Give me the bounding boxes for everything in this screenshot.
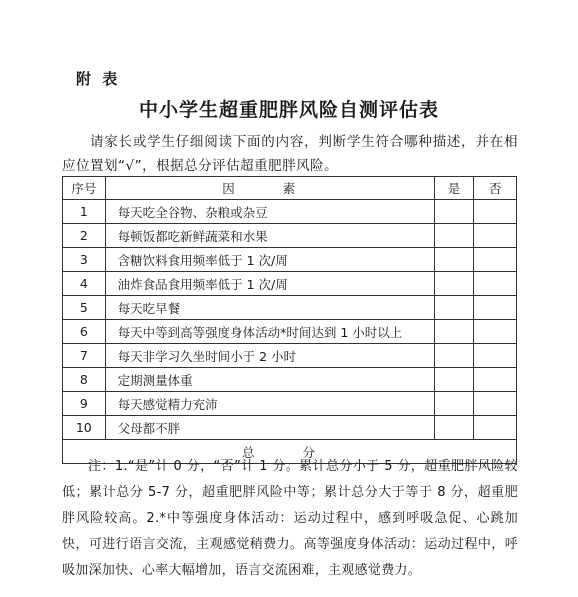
header-yes: 是 bbox=[434, 177, 474, 200]
row-factor: 油炸食品食用频率低于 1 次/周 bbox=[105, 272, 434, 296]
row-number: 4 bbox=[63, 272, 106, 296]
table-row bbox=[63, 272, 517, 296]
no-check-cell[interactable] bbox=[474, 392, 517, 416]
row-number: 7 bbox=[63, 344, 106, 368]
table-row bbox=[63, 296, 517, 320]
table-header-row bbox=[63, 177, 517, 200]
yes-check-cell[interactable] bbox=[434, 344, 474, 368]
yes-check-cell[interactable] bbox=[434, 224, 474, 248]
row-number: 6 bbox=[63, 320, 106, 344]
no-check-cell[interactable] bbox=[474, 368, 517, 392]
row-number: 2 bbox=[63, 224, 106, 248]
table-row bbox=[63, 224, 517, 248]
notes-paragraph: 注：1.“是”计 0 分，“否”计 1 分。累计总分小于 5 分，超重肥胖风险较低；累计总分 5-7 分，超重肥胖风险中等；累计总分大于等于 8 分，超重肥胖风险较高。2.*中等强度身体活动：运动过程中，感到呼吸急促、心跳加快，可进行语言交流，主观感觉稍费力。高等强度身体活动：运动过程中，呼吸加深加快、心率大幅增加，语言交流困难，主观感觉费力。 bbox=[62, 459, 518, 578]
row-number: 5 bbox=[63, 296, 106, 320]
intro-paragraph: 请家长或学生仔细阅读下面的内容，判断学生符合哪种描述，并在相应位置划“√”，根据总分评估超重肥胖风险。 bbox=[62, 134, 518, 174]
row-factor: 定期测量体重 bbox=[105, 368, 434, 392]
yes-check-cell[interactable] bbox=[434, 248, 474, 272]
row-factor: 每天感觉精力充沛 bbox=[105, 392, 434, 416]
table-row bbox=[63, 416, 517, 440]
row-number: 1 bbox=[63, 200, 106, 224]
row-number: 9 bbox=[63, 392, 106, 416]
row-number: 3 bbox=[63, 248, 106, 272]
table-row bbox=[63, 200, 517, 224]
no-check-cell[interactable] bbox=[474, 200, 517, 224]
no-check-cell[interactable] bbox=[474, 344, 517, 368]
header-factor: 因 素 bbox=[105, 177, 434, 200]
row-factor: 父母都不胖 bbox=[105, 416, 434, 440]
row-factor: 含糖饮料食用频率低于 1 次/周 bbox=[105, 248, 434, 272]
header-no-answer: 否 bbox=[474, 177, 517, 200]
yes-check-cell[interactable] bbox=[434, 416, 474, 440]
appendix-label: 附 表 bbox=[76, 70, 121, 88]
no-check-cell[interactable] bbox=[474, 224, 517, 248]
yes-check-cell[interactable] bbox=[434, 392, 474, 416]
header-no: 序号 bbox=[63, 177, 106, 200]
no-check-cell[interactable] bbox=[474, 320, 517, 344]
row-number: 10 bbox=[63, 416, 106, 440]
yes-check-cell[interactable] bbox=[434, 296, 474, 320]
table-row bbox=[63, 248, 517, 272]
assessment-table bbox=[62, 176, 517, 464]
yes-check-cell[interactable] bbox=[434, 320, 474, 344]
no-check-cell[interactable] bbox=[474, 248, 517, 272]
row-factor: 每天非学习久坐时间小于 2 小时 bbox=[105, 344, 434, 368]
table-row bbox=[63, 392, 517, 416]
row-number: 8 bbox=[63, 368, 106, 392]
page-title: 中小学生超重肥胖风险自测评估表 bbox=[138, 99, 439, 121]
row-factor: 每天中等到高等强度身体活动*时间达到 1 小时以上 bbox=[105, 320, 434, 344]
total-score-label: 总 分 bbox=[63, 440, 517, 464]
yes-check-cell[interactable] bbox=[434, 368, 474, 392]
yes-check-cell[interactable] bbox=[434, 272, 474, 296]
table-row bbox=[63, 368, 517, 392]
row-factor: 每顿饭都吃新鲜蔬菜和水果 bbox=[105, 224, 434, 248]
row-factor: 每天吃全谷物、杂粮或杂豆 bbox=[105, 200, 434, 224]
table-row bbox=[63, 320, 517, 344]
no-check-cell[interactable] bbox=[474, 416, 517, 440]
no-check-cell[interactable] bbox=[474, 296, 517, 320]
yes-check-cell[interactable] bbox=[434, 200, 474, 224]
row-factor: 每天吃早餐 bbox=[105, 296, 434, 320]
table-row bbox=[63, 344, 517, 368]
no-check-cell[interactable] bbox=[474, 272, 517, 296]
